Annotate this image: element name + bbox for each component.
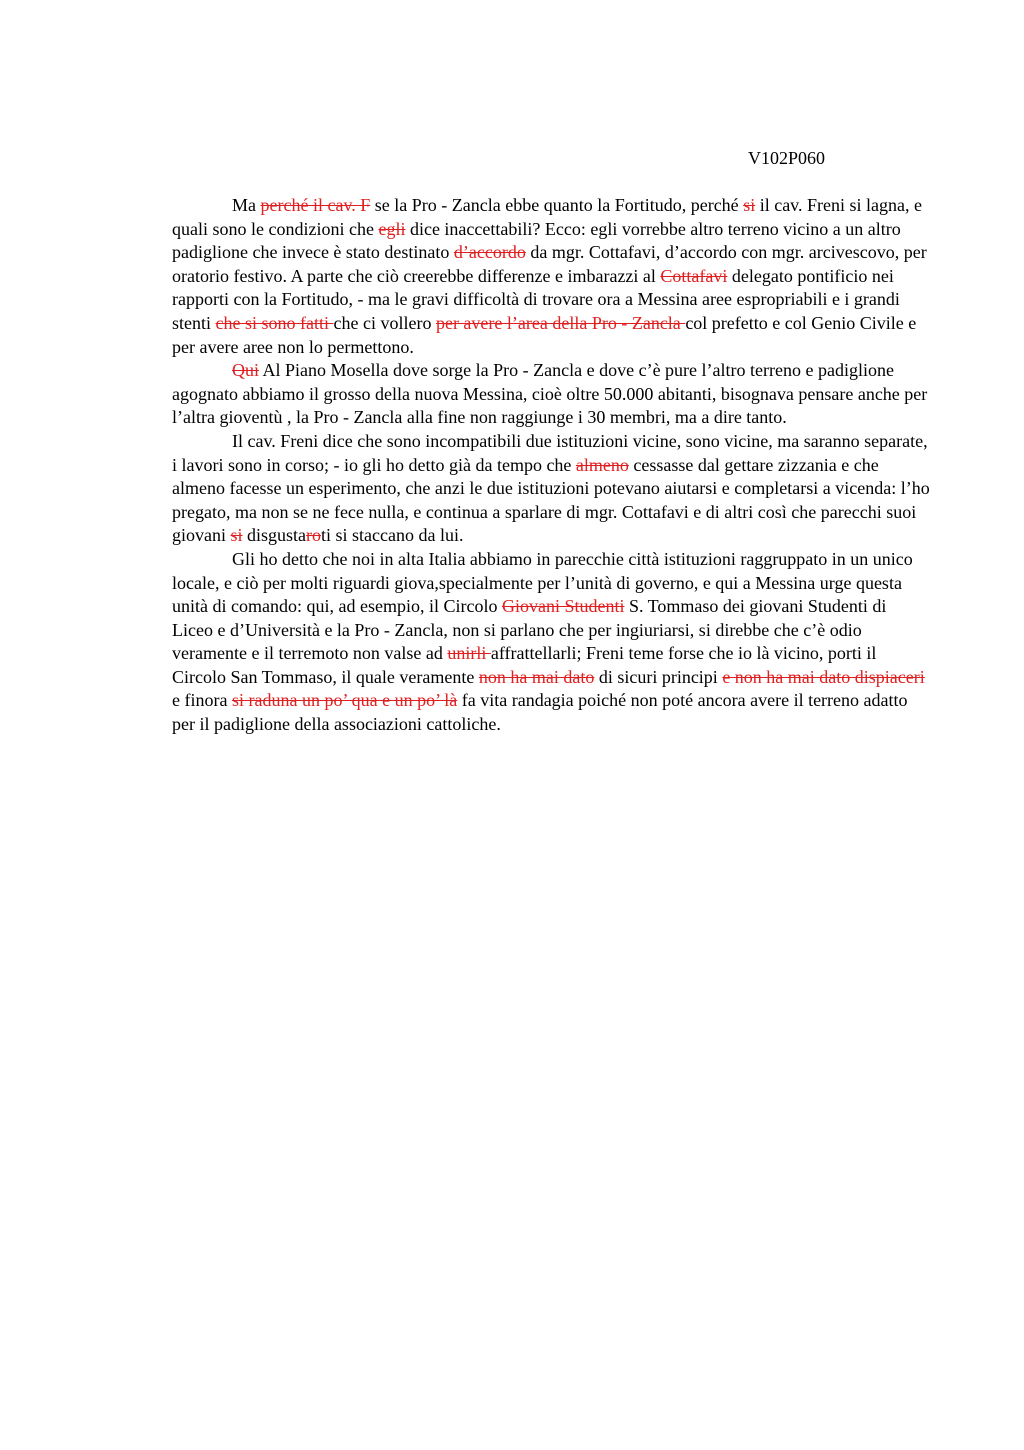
deleted-text: Cottafavi: [660, 265, 728, 286]
text-segment: dice inaccettabili? Ecco: egli vorrebbe altro terreno vicino a un altro padiglione che invece è stato destinato: [172, 218, 901, 263]
document-body: [172, 194, 930, 737]
paragraph: [172, 430, 930, 548]
paragraph: [172, 548, 930, 737]
deleted-text: e non ha mai dato dispiaceri: [722, 666, 925, 687]
text-segment: disgusta: [242, 525, 307, 546]
text-segment: delegato pontificio nei rapporti con la Fortitudo, - ma le gravi difficoltà di trovare ora a Messina aree espropriabili e i grandi stenti: [172, 265, 900, 333]
deleted-text: si: [743, 195, 756, 215]
text-segment: cessasse dal gettare zizzania e che almeno facesse un esperimento, che anzi le due istituzioni potevano aiutarsi e completarsi a vicenda: l’ho pregato, ma non se ne fece nulla, e continua a sparlare di mgr. Cottafavi e di altri così che parecchi suoi giovani: [172, 454, 930, 546]
text-segment: se la Pro - Zancla ebbe quanto la Fortitudo, perché: [370, 195, 744, 215]
text-segment: col prefetto e col Genio Civile e per avere aree non lo permettono.: [172, 312, 917, 357]
deleted-text: si raduna un po’ qua e un po’ là: [231, 690, 458, 711]
deleted-text: unirli: [447, 643, 491, 664]
deleted-text: perché il cav. F: [260, 195, 371, 215]
text-segment: che ci vollero: [333, 312, 436, 333]
deleted-text: si: [230, 525, 243, 546]
deleted-text: Qui: [232, 360, 259, 381]
deleted-text: per avere l’area della Pro - Zancla: [435, 312, 686, 333]
text-segment: ti si staccano da lui.: [321, 525, 464, 546]
text-segment: affrattellarli; Freni teme forse che io là vicino, porti il Circolo San Tommaso, il quale veramente: [172, 643, 877, 687]
deleted-text: ro: [306, 525, 322, 546]
deleted-text: che si sono fatti: [215, 312, 334, 333]
text-segment: e finora: [172, 690, 232, 711]
deleted-text: almeno: [575, 454, 629, 475]
document-id: V102P060: [748, 148, 826, 168]
deleted-text: non ha mai dato: [478, 666, 595, 687]
text-segment: Il cav. Freni dice che sono incompatibili due istituzioni vicine, sono vicine, ma saranno separate, i lavori sono in corso; - io gli ho detto già da tempo che: [172, 430, 928, 475]
text-segment: da mgr. Cottafavi, d’accordo con mgr. arcivescovo, per oratorio festivo. A parte che ciò creerebbe differenze e imbarazzi al: [172, 242, 927, 286]
text-segment: Gli ho detto che noi in alta Italia abbiamo in parecchie città istituzioni raggruppato in un unico locale, e ciò per molti riguardi giova,specialmente per l’unità di governo, e qui a Messina urge questa unità di comando: qui, ad esempio, il Circolo: [172, 548, 913, 617]
deleted-text: Giovani Studenti: [501, 596, 625, 617]
text-segment: Al Piano Mosella dove sorge la Pro - Zancla e dove c’è pure l’altro terreno e padiglione agognato abbiamo il grosso della nuova Messina, cioè oltre 50.000 abitanti, bisognava pensare anche per l’altra gioventù , la Pro - Zancla alla fine non raggiunge i 30 membri, ma a dire tanto.: [172, 360, 928, 428]
paragraph: [172, 359, 930, 430]
text-segment: Ma: [232, 195, 261, 215]
text-segment: il cav. Freni si lagna, e quali sono le condizioni che: [172, 195, 922, 239]
text-segment: S. Tommaso dei giovani Studenti di Liceo e d’Università e la Pro - Zancla, non si parlano che per ingiuriarsi, si direbbe che c’è odio veramente e il terremoto non valse ad: [172, 596, 887, 664]
text-segment: fa vita randagia poiché non poté ancora avere il terreno adatto per il padiglione della associazioni cattoliche.: [172, 690, 908, 735]
text-segment: di sicuri principi: [594, 666, 723, 687]
paragraph: [172, 194, 930, 359]
deleted-text: egli: [378, 218, 406, 239]
deleted-text: d’accordo: [453, 242, 526, 263]
